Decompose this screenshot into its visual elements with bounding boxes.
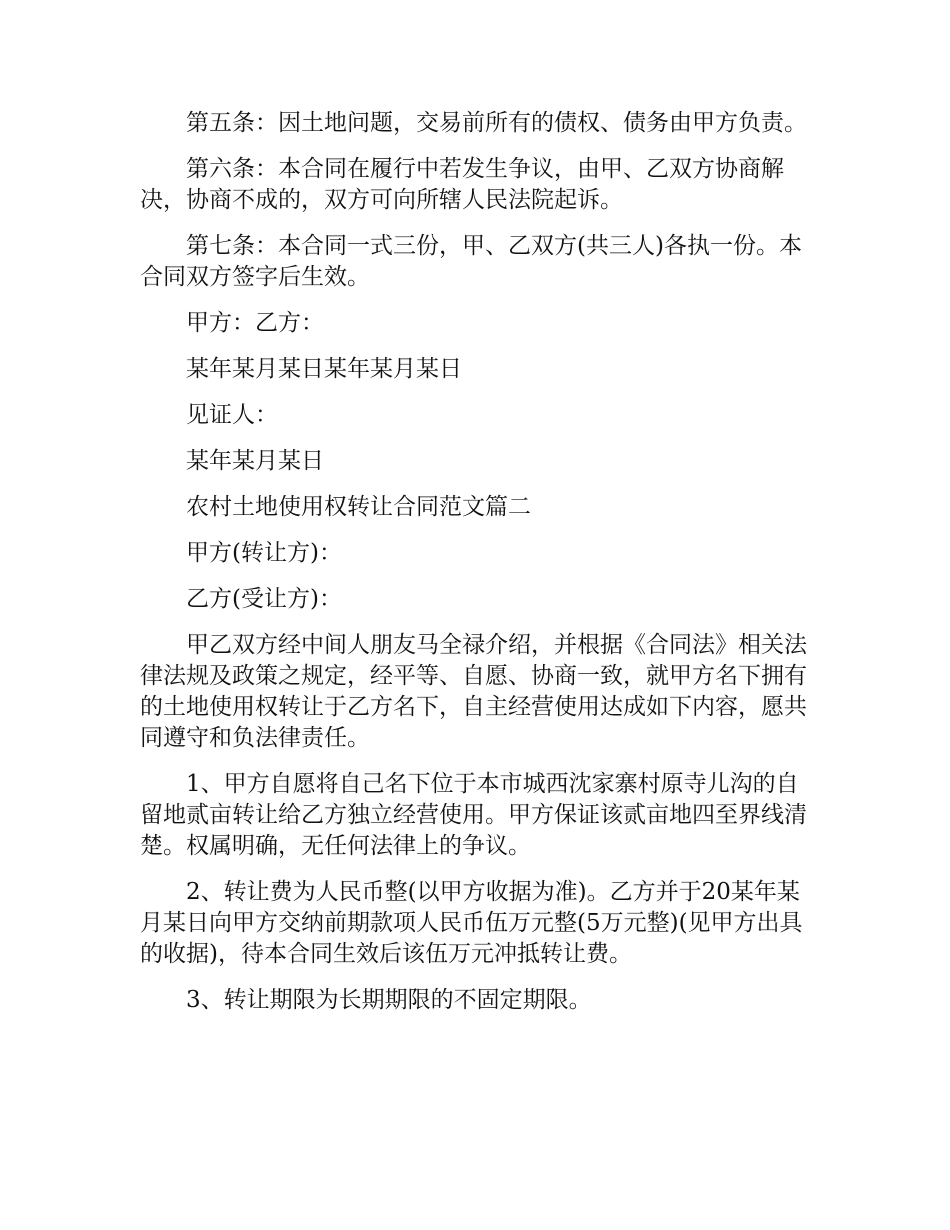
- party-signature-line: 甲方：乙方：: [186, 310, 324, 336]
- article-7-paragraph: 第七条：本合同一式三份，甲、乙双方(共三人)各执一份。本合同双方签字后生效。: [140, 233, 802, 290]
- section-title: 农村土地使用权转让合同范文篇二: [186, 494, 531, 520]
- clause-1-paragraph: 1、甲方自愿将自己名下位于本市城西沈家寨村原寺儿沟的自留地贰亩转让给乙方独立经营使用。甲方保证该贰亩地四至界线清楚。权属明确，无任何法律上的争议。: [140, 771, 807, 859]
- witness-date-line: 某年某月某日: [186, 448, 324, 474]
- clause-2-paragraph: 2、转让费为人民币整(以甲方收据为准)。乙方并于20某年某月某日向甲方交纳前期款项人民币伍万元整(5万元整)(见甲方出具的收据)，待本合同生效后该伍万元冲抵转让费。: [140, 879, 803, 967]
- article-6-paragraph: 第六条：本合同在履行中若发生争议，由甲、乙双方协商解决，协商不成的，双方可向所辖人民法院起诉。: [140, 156, 784, 213]
- party-b-line: 乙方(受让方)：: [186, 586, 342, 612]
- document-body: [140, 108, 820, 1031]
- party-a-line: 甲方(转让方)：: [186, 540, 342, 566]
- intro-paragraph: 甲乙双方经中间人朋友马全禄介绍，并根据《合同法》相关法律法规及政策之规定，经平等、自愿、协商一致，就甲方名下拥有的土地使用权转让于乙方名下，自主经营使用达成如下内容，愿共同遵守和负法律责任。: [140, 632, 807, 751]
- article-5-paragraph: 第五条：因土地问题，交易前所有的债权、债务由甲方负责。: [186, 110, 807, 136]
- party-date-line: 某年某月某日某年某月某日: [186, 356, 462, 382]
- witness-line: 见证人：: [186, 402, 278, 428]
- clause-3-paragraph: 3、转让期限为长期期限的不固定期限。: [186, 987, 592, 1013]
